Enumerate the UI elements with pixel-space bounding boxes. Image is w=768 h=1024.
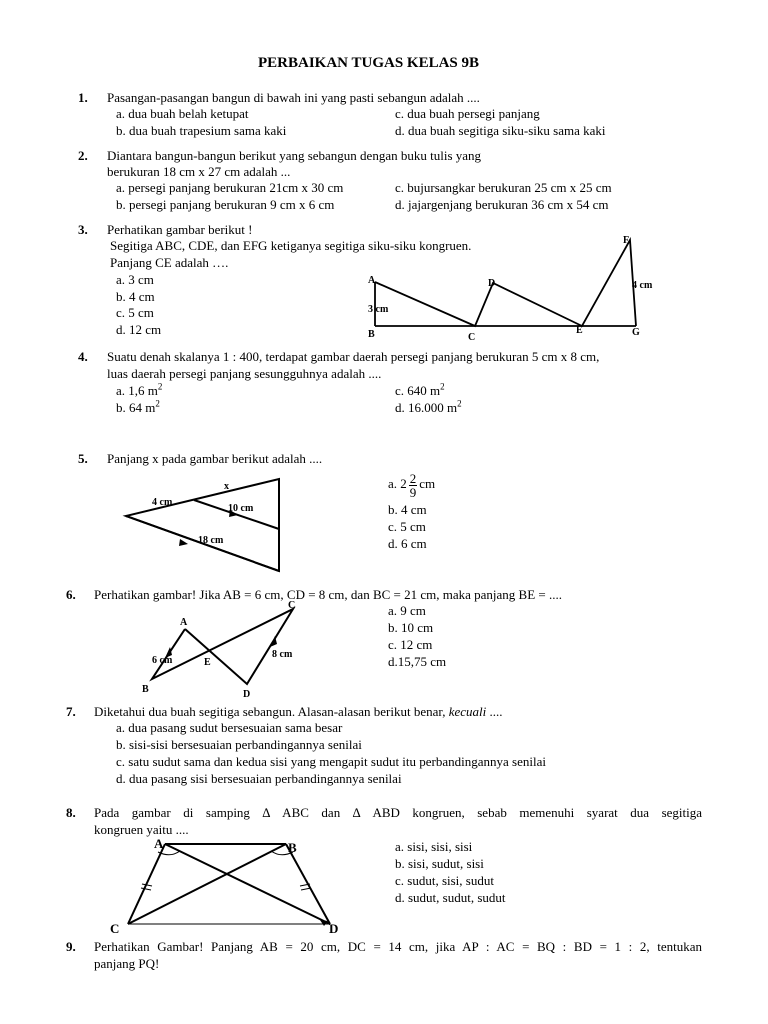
q2-option-b: b. persegi panjang berukuran 9 cm x 6 cm [116, 197, 335, 212]
q8-figure [108, 836, 348, 936]
q4-option-a: a. 1,6 $m^2$ [116, 381, 163, 398]
q5-option-b: b. 4 cm [388, 502, 427, 517]
q5-fraction: $\frac{2}{9}$ [409, 470, 417, 500]
q6-label-8cm: 8 cm [272, 649, 293, 660]
q6-number: 6. [66, 587, 76, 602]
q3-label-d: D [488, 278, 496, 289]
q2-number: 2. [78, 148, 88, 163]
q3-label-b: B [368, 329, 375, 340]
q2-option-c: c. bujursangkar berukuran 25 cm x 25 cm [395, 180, 612, 195]
q6-figure [140, 596, 315, 702]
q8-option-b: b. sisi, sudut, sisi [395, 856, 484, 871]
q9-stem-line2: panjang PQ! [94, 956, 160, 971]
q2-stem-line2: berukuran 18 cm x 27 cm adalah ... [107, 164, 291, 179]
q3-figure [360, 230, 660, 345]
q8-diagonal-bc [128, 844, 286, 924]
q6-option-b: b. 10 cm [388, 620, 434, 635]
q6-label-d: D [243, 689, 251, 700]
q8-label-d: D [329, 921, 339, 936]
q3-label-e: E [576, 325, 583, 336]
q8-tick-ac-2 [141, 888, 151, 890]
q4-option-c: c. 640 $m^2$ [395, 381, 445, 398]
q7-option-a: a. dua pasang sudut bersesuaian sama besar [116, 720, 343, 735]
q8-label-c: C [110, 921, 120, 936]
q1-option-a: a. dua buah belah ketupat [116, 106, 249, 121]
q6-label-6cm: 6 cm [152, 655, 173, 666]
q9-number: 9. [66, 939, 76, 954]
page-title: PERBAIKAN TUGAS KELAS 9B [258, 55, 480, 71]
q1-option-c: c. dua buah persegi panjang [395, 106, 540, 121]
q1-number: 1. [78, 90, 88, 105]
q3-option-b: b. 4 cm [116, 289, 155, 304]
q5-label-18cm: 18 cm [198, 535, 224, 546]
q8-tick-bd-2 [301, 888, 311, 890]
q9-stem-line1: Perhatikan Gambar! Panjang AB = 20 cm, DC = 14 cm, jika AP : AC = BQ : BD = 1 : 2, tentukan [94, 939, 702, 954]
q5-label-10cm: 10 cm [228, 503, 254, 514]
q3-zigzag [375, 240, 636, 326]
q3-label-c: C [468, 332, 476, 343]
q8-label-b: B [288, 840, 297, 855]
q6-label-a: A [180, 617, 188, 628]
q6-option-a: a. 9 cm [388, 603, 426, 618]
q8-option-d: d. sudut, sudut, sudut [395, 890, 506, 905]
q7-stem: Diketahui dua buah segitiga sebangun. Alasan-alasan berikut benar, kecuali .... [94, 704, 503, 719]
q3-label-a: A [368, 275, 376, 286]
q5-label-4cm: 4 cm [152, 497, 173, 508]
q5-arrow-2 [179, 539, 188, 546]
q7-number: 7. [66, 704, 76, 719]
q1-option-b: b. dua buah trapesium sama kaki [116, 123, 287, 138]
q5-stem: Panjang x pada gambar berikut adalah .... [107, 451, 323, 466]
q2-option-a: a. persegi panjang berukuran 21cm x 30 cm [116, 180, 344, 195]
q8-stem-line1: Pada gambar di samping ∆ ABC dan ∆ ABD kongruen, sebab memenuhi syarat dua segitiga [94, 805, 702, 820]
q6-stem: Perhatikan gambar! Jika AB = 6 cm, CD = 8 cm, dan BC = 21 cm, maka panjang BE = .... [94, 587, 562, 602]
q3-stem-line3: Panjang CE adalah …. [110, 255, 229, 270]
q6-label-b: B [142, 684, 149, 695]
q2-stem-line1: Diantara bangun-bangun berikut yang sebangun dengan buku tulis yang [107, 148, 482, 163]
q6-segments [152, 609, 293, 684]
q5-option-c: c. 5 cm [388, 519, 426, 534]
q8-number: 8. [66, 805, 76, 820]
q6-label-e: E [204, 657, 211, 668]
q8-option-c: c. sudut, sisi, sudut [395, 873, 494, 888]
q6-option-c: c. 12 cm [388, 637, 433, 652]
q8-side-ac [128, 844, 165, 924]
q3-number: 3. [78, 222, 88, 237]
q3-option-d: d. 12 cm [116, 322, 162, 337]
q5-option-d: d. 6 cm [388, 536, 427, 551]
q3-label-3cm: 3 cm [368, 304, 389, 315]
q1-option-d: d. dua buah segitiga siku-siku sama kaki [395, 123, 606, 138]
q8-diagonal-ad [165, 844, 330, 924]
q8-option-a: a. sisi, sisi, sisi [395, 839, 473, 854]
q7-option-b: b. sisi-sisi bersesuaian perbandingannya senilai [116, 737, 362, 752]
q4-number: 4. [78, 349, 88, 364]
q3-option-c: c. 5 cm [116, 305, 154, 320]
q8-stem-line2: kongruen yaitu .... [94, 822, 189, 837]
q7-option-d: d. dua pasang sisi bersesuaian perbandingannya senilai [116, 771, 402, 786]
q4-stem-line2: luas daerah persegi panjang sesungguhnya adalah .... [107, 366, 382, 381]
q7-option-c: c. satu sudut sama dan kedua sisi yang mengapit sudut itu perbandingannya senilai [116, 754, 546, 769]
q2-option-d: d. jajargenjang berukuran 36 cm x 54 cm [395, 197, 609, 212]
q3-stem-line2: Segitiga ABC, CDE, dan EFG ketiganya segitiga siku-siku kongruen. [110, 238, 472, 253]
q5-label-x: x [224, 481, 229, 492]
q3-option-a: a. 3 cm [116, 272, 154, 287]
q4-stem-line1: Suatu denah skalanya 1 : 400, terdapat gambar daerah persegi panjang berukuran 5 cm x 8 cm, [107, 349, 600, 364]
q6-option-d: d.15,75 cm [388, 654, 447, 669]
q1-stem: Pasangan-pasangan bangun di bawah ini yang pasti sebangun adalah .... [107, 90, 480, 105]
q4-option-b: b. 64 $m^2$ [116, 398, 160, 415]
q3-stem-line1: Perhatikan gambar berikut ! [107, 222, 253, 237]
q4-option-d: d. 16.000 $m^2$ [395, 398, 462, 415]
q6-label-c: C [288, 600, 296, 611]
q5-number: 5. [78, 451, 88, 466]
q5-figure [118, 470, 288, 575]
q5-option-a: a. 2 $\frac{2}{9}$ cm [388, 470, 436, 500]
q3-label-f: F [623, 235, 630, 246]
q3-label-g: G [632, 327, 640, 338]
q3-label-4cm: 4 cm [632, 280, 653, 291]
q8-label-a: A [154, 836, 164, 851]
